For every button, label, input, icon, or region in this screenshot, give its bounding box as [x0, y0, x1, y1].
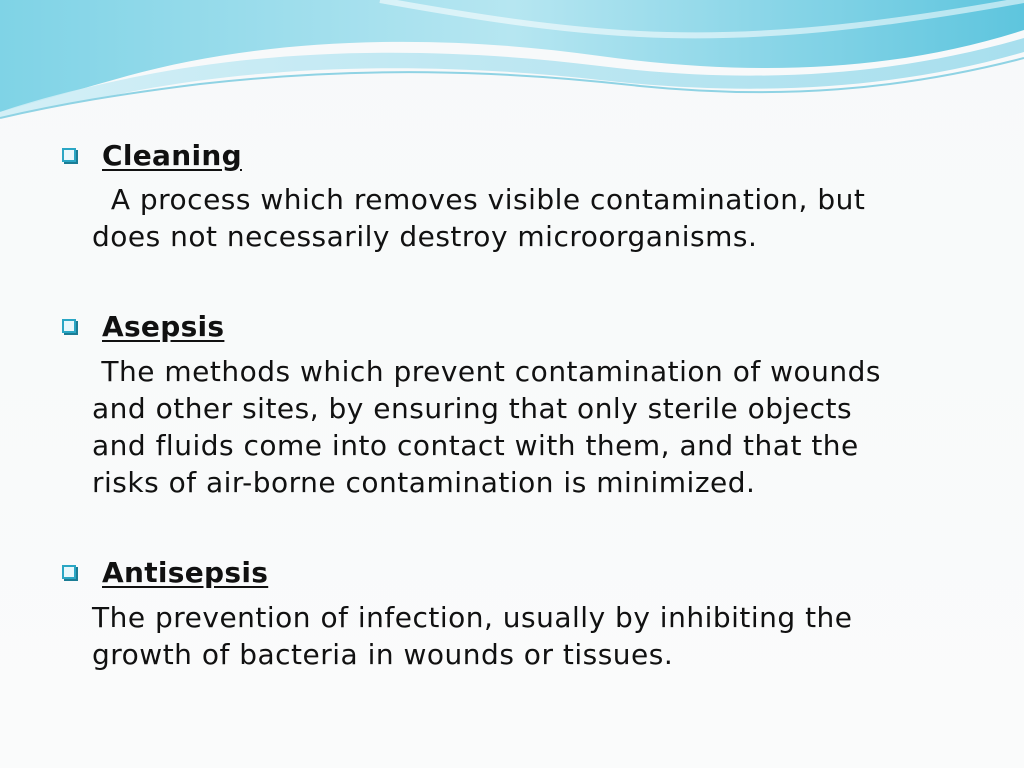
- term-heading: Cleaning: [102, 138, 242, 172]
- term-row: [62, 137, 242, 173]
- term-definition: A process which removes visible contamination, but does not necessarily destroy microorganisms.: [92, 183, 866, 253]
- term-definition: The prevention of infection, usually by inhibiting the growth of bacteria in wounds or tissues.: [92, 601, 853, 671]
- term-row: [62, 308, 224, 344]
- term-row: [62, 554, 268, 590]
- term-heading: Asepsis: [102, 309, 225, 343]
- checkbox-square-icon: [62, 319, 76, 333]
- term-definition: The methods which prevent contamination of wounds and other sites, by ensuring that only sterile objects and fluids come into contact with them, and that the risks of air-borne contamination is minimized.: [92, 355, 881, 499]
- term-heading: Antisepsis: [102, 555, 269, 589]
- checkbox-square-icon: [62, 565, 76, 579]
- checkbox-square-icon: [62, 148, 76, 162]
